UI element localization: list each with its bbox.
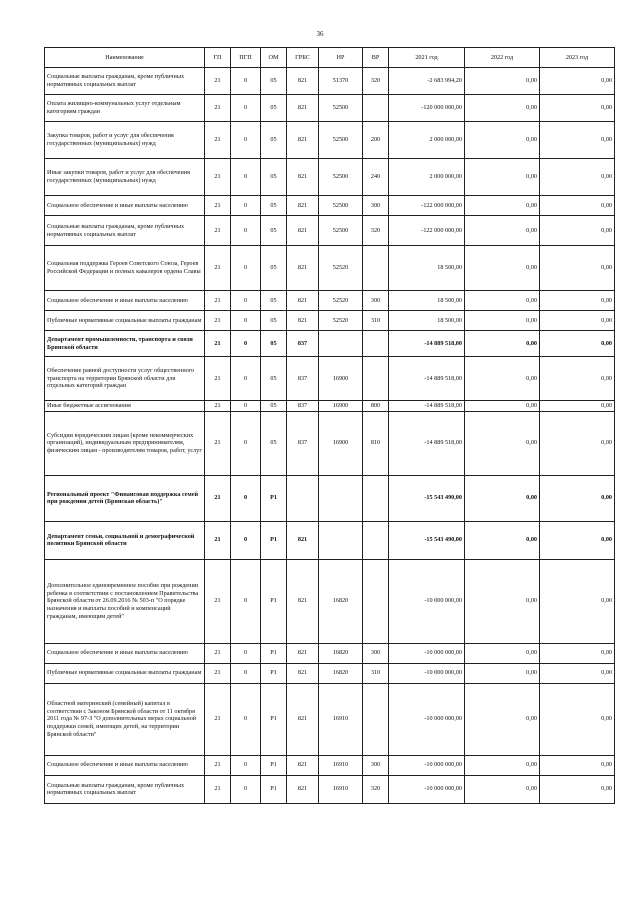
row-om: P1 (261, 755, 287, 775)
row-pgp: 0 (231, 401, 261, 412)
row-pgp: 0 (231, 291, 261, 311)
row-name: Социальные выплаты гражданам, кроме публичных нормативных социальных выплат (45, 68, 205, 95)
row-gp: 21 (205, 196, 231, 216)
table-row (45, 401, 615, 412)
table-row (45, 291, 615, 311)
row-2021: -15 543 490,00 (389, 521, 465, 559)
row-name: Публичные нормативные социальные выплаты гражданам (45, 663, 205, 683)
row-nr: 52520 (319, 291, 363, 311)
table-header-row (45, 48, 615, 68)
row-vr: 320 (363, 216, 389, 246)
row-2023: 0,00 (540, 683, 615, 755)
row-gp: 21 (205, 401, 231, 412)
row-pgp: 0 (231, 159, 261, 196)
row-om: P1 (261, 643, 287, 663)
row-name: Закупка товаров, работ и услуг для обеспечения государственных (муниципальных) нужд (45, 122, 205, 159)
row-gp: 21 (205, 357, 231, 401)
table-row (45, 755, 615, 775)
row-om: P1 (261, 521, 287, 559)
row-name: Социальное обеспечение и иные выплаты населению (45, 291, 205, 311)
row-grbs: 821 (287, 196, 319, 216)
row-vr (363, 246, 389, 291)
row-om: 05 (261, 311, 287, 331)
row-vr: 300 (363, 643, 389, 663)
row-grbs: 821 (287, 643, 319, 663)
row-2021: -10 000 000,00 (389, 643, 465, 663)
row-pgp: 0 (231, 643, 261, 663)
row-grbs: 821 (287, 755, 319, 775)
row-om: 05 (261, 68, 287, 95)
row-vr (363, 357, 389, 401)
row-nr: 52500 (319, 159, 363, 196)
row-pgp: 0 (231, 775, 261, 803)
row-grbs: 837 (287, 331, 319, 357)
header-name: Наименование (45, 48, 205, 68)
row-nr: 16910 (319, 683, 363, 755)
row-nr: 51370 (319, 68, 363, 95)
row-grbs: 821 (287, 311, 319, 331)
row-gp: 21 (205, 775, 231, 803)
row-pgp: 0 (231, 521, 261, 559)
row-vr: 300 (363, 755, 389, 775)
row-2022: 0,00 (465, 559, 540, 643)
table-row (45, 775, 615, 803)
row-2022: 0,00 (465, 663, 540, 683)
row-pgp: 0 (231, 246, 261, 291)
row-nr (319, 331, 363, 357)
row-pgp: 0 (231, 357, 261, 401)
row-2023: 0,00 (540, 196, 615, 216)
row-vr (363, 559, 389, 643)
table-row (45, 521, 615, 559)
table-row (45, 311, 615, 331)
table-row (45, 663, 615, 683)
row-vr: 320 (363, 775, 389, 803)
budget-table (44, 47, 615, 804)
row-nr: 52520 (319, 311, 363, 331)
row-nr: 16820 (319, 559, 363, 643)
row-pgp: 0 (231, 122, 261, 159)
page-number: 36 (316, 30, 324, 38)
table-row (45, 411, 615, 475)
table-row (45, 95, 615, 122)
row-2021: -10 000 000,00 (389, 755, 465, 775)
row-gp: 21 (205, 683, 231, 755)
row-nr: 16910 (319, 775, 363, 803)
table-row (45, 216, 615, 246)
row-2023: 0,00 (540, 775, 615, 803)
row-pgp: 0 (231, 475, 261, 521)
row-2022: 0,00 (465, 475, 540, 521)
row-grbs: 821 (287, 122, 319, 159)
row-nr: 52500 (319, 216, 363, 246)
row-2021: -14 889 518,00 (389, 401, 465, 412)
header-om: ОМ (261, 48, 287, 68)
row-gp: 21 (205, 411, 231, 475)
row-2021: -15 543 490,00 (389, 475, 465, 521)
row-2021: 2 000 000,00 (389, 159, 465, 196)
row-nr: 16820 (319, 643, 363, 663)
row-grbs: 821 (287, 95, 319, 122)
row-om: 05 (261, 331, 287, 357)
row-om: 05 (261, 196, 287, 216)
row-vr: 310 (363, 663, 389, 683)
row-2022: 0,00 (465, 683, 540, 755)
row-grbs: 821 (287, 216, 319, 246)
row-gp: 21 (205, 755, 231, 775)
row-2023: 0,00 (540, 643, 615, 663)
row-nr: 16900 (319, 357, 363, 401)
row-nr: 16900 (319, 401, 363, 412)
row-pgp: 0 (231, 683, 261, 755)
row-om: 05 (261, 357, 287, 401)
row-vr: 310 (363, 311, 389, 331)
row-2021: 18 500,00 (389, 291, 465, 311)
row-pgp: 0 (231, 411, 261, 475)
row-grbs: 821 (287, 159, 319, 196)
row-om: 05 (261, 216, 287, 246)
row-gp: 21 (205, 559, 231, 643)
row-2023: 0,00 (540, 521, 615, 559)
row-2021: -14 889 518,00 (389, 331, 465, 357)
row-nr (319, 521, 363, 559)
row-grbs: 821 (287, 559, 319, 643)
row-2022: 0,00 (465, 357, 540, 401)
row-pgp: 0 (231, 755, 261, 775)
row-2021: -10 000 000,00 (389, 775, 465, 803)
row-vr: 300 (363, 291, 389, 311)
row-2023: 0,00 (540, 755, 615, 775)
table-row (45, 683, 615, 755)
row-nr: 52520 (319, 246, 363, 291)
row-2021: 18 500,00 (389, 246, 465, 291)
row-2023: 0,00 (540, 122, 615, 159)
row-om: 05 (261, 95, 287, 122)
row-name: Социальные выплаты гражданам, кроме публичных нормативных социальных выплат (45, 216, 205, 246)
row-pgp: 0 (231, 95, 261, 122)
row-grbs (287, 475, 319, 521)
row-2021: -2 683 994,20 (389, 68, 465, 95)
row-2022: 0,00 (465, 122, 540, 159)
row-2022: 0,00 (465, 95, 540, 122)
row-2022: 0,00 (465, 411, 540, 475)
row-om: P1 (261, 775, 287, 803)
row-pgp: 0 (231, 68, 261, 95)
row-2021: -122 000 000,00 (389, 216, 465, 246)
row-2022: 0,00 (465, 401, 540, 412)
row-2022: 0,00 (465, 291, 540, 311)
row-2023: 0,00 (540, 95, 615, 122)
table-row (45, 122, 615, 159)
header-2021: 2021 год (389, 48, 465, 68)
row-gp: 21 (205, 475, 231, 521)
row-om: 05 (261, 246, 287, 291)
table-row (45, 246, 615, 291)
header-2023: 2023 год (540, 48, 615, 68)
row-2022: 0,00 (465, 311, 540, 331)
row-2023: 0,00 (540, 401, 615, 412)
table-row (45, 475, 615, 521)
row-2023: 0,00 (540, 475, 615, 521)
row-2023: 0,00 (540, 559, 615, 643)
row-gp: 21 (205, 246, 231, 291)
row-name: Дополнительное единовременное пособие при рождении ребенка в соответствии с постановлением Правительства Брянской области от 26.09.2016 № 503-п "О порядке назначения и выплаты пособий и компенсаций гражданам, имеющим детей" (45, 559, 205, 643)
row-2022: 0,00 (465, 68, 540, 95)
row-gp: 21 (205, 159, 231, 196)
table-row (45, 159, 615, 196)
row-2021: -122 000 000,00 (389, 196, 465, 216)
row-2022: 0,00 (465, 643, 540, 663)
row-2023: 0,00 (540, 68, 615, 95)
row-2021: 2 000 000,00 (389, 122, 465, 159)
row-2021: -14 889 518,00 (389, 411, 465, 475)
header-grbs: ГРБС (287, 48, 319, 68)
row-nr: 16820 (319, 663, 363, 683)
row-gp: 21 (205, 291, 231, 311)
row-2023: 0,00 (540, 663, 615, 683)
row-gp: 21 (205, 663, 231, 683)
row-name: Департамент семьи, социальной и демографической политики Брянской области (45, 521, 205, 559)
header-gp: ГП (205, 48, 231, 68)
row-2021: -10 000 000,00 (389, 559, 465, 643)
row-2023: 0,00 (540, 311, 615, 331)
row-gp: 21 (205, 122, 231, 159)
row-om: 05 (261, 401, 287, 412)
row-gp: 21 (205, 331, 231, 357)
row-grbs: 821 (287, 775, 319, 803)
row-pgp: 0 (231, 216, 261, 246)
row-om: P1 (261, 683, 287, 755)
row-2023: 0,00 (540, 246, 615, 291)
table-row (45, 357, 615, 401)
row-name: Публичные нормативные социальные выплаты гражданам (45, 311, 205, 331)
row-grbs: 821 (287, 246, 319, 291)
row-2022: 0,00 (465, 196, 540, 216)
row-nr: 52500 (319, 122, 363, 159)
row-gp: 21 (205, 95, 231, 122)
row-2021: -14 889 518,00 (389, 357, 465, 401)
row-name: Иные бюджетные ассигнования (45, 401, 205, 412)
row-name: Оплата жилищно-коммунальных услуг отдельным категориям граждан (45, 95, 205, 122)
row-vr: 200 (363, 122, 389, 159)
header-nr: НР (319, 48, 363, 68)
row-om: P1 (261, 663, 287, 683)
row-nr: 52500 (319, 95, 363, 122)
row-2023: 0,00 (540, 216, 615, 246)
row-2023: 0,00 (540, 357, 615, 401)
row-gp: 21 (205, 216, 231, 246)
row-2022: 0,00 (465, 775, 540, 803)
row-grbs: 821 (287, 663, 319, 683)
row-2023: 0,00 (540, 331, 615, 357)
row-grbs: 837 (287, 357, 319, 401)
row-2022: 0,00 (465, 331, 540, 357)
row-2023: 0,00 (540, 159, 615, 196)
row-2023: 0,00 (540, 411, 615, 475)
row-om: 05 (261, 411, 287, 475)
row-name: Департамент промышленности, транспорта и связи Брянской области (45, 331, 205, 357)
row-grbs: 837 (287, 401, 319, 412)
row-2021: -120 000 000,00 (389, 95, 465, 122)
row-nr: 16900 (319, 411, 363, 475)
row-name: Обеспечение равной доступности услуг общественного транспорта на территории Брянской области для отдельных категорий граждан (45, 357, 205, 401)
row-grbs: 837 (287, 411, 319, 475)
row-nr (319, 475, 363, 521)
table-row (45, 68, 615, 95)
row-pgp: 0 (231, 663, 261, 683)
row-vr (363, 95, 389, 122)
row-2022: 0,00 (465, 216, 540, 246)
header-vr: ВР (363, 48, 389, 68)
row-name: Субсидии юридическим лицам (кроме некоммерческих организаций), индивидуальным предпринимателям, физическим лицам - производителям товаров, работ, услуг (45, 411, 205, 475)
row-pgp: 0 (231, 311, 261, 331)
row-grbs: 821 (287, 68, 319, 95)
row-pgp: 0 (231, 559, 261, 643)
row-vr (363, 683, 389, 755)
row-pgp: 0 (231, 331, 261, 357)
row-vr: 800 (363, 401, 389, 412)
row-vr (363, 521, 389, 559)
row-grbs: 821 (287, 521, 319, 559)
row-gp: 21 (205, 311, 231, 331)
row-om: 05 (261, 122, 287, 159)
row-nr: 52500 (319, 196, 363, 216)
row-vr: 300 (363, 196, 389, 216)
row-nr: 16910 (319, 755, 363, 775)
table-row (45, 643, 615, 663)
table-row (45, 559, 615, 643)
row-2023: 0,00 (540, 291, 615, 311)
row-name: Социальные выплаты гражданам, кроме публичных нормативных социальных выплат (45, 775, 205, 803)
row-2021: -10 000 000,00 (389, 663, 465, 683)
row-name: Региональный проект "Финансовая поддержка семей при рождении детей (Брянская область)" (45, 475, 205, 521)
header-pgp: ПГП (231, 48, 261, 68)
row-vr (363, 331, 389, 357)
table-row (45, 196, 615, 216)
row-om: P1 (261, 559, 287, 643)
row-grbs: 821 (287, 291, 319, 311)
row-name: Социальное обеспечение и иные выплаты населению (45, 755, 205, 775)
row-gp: 21 (205, 68, 231, 95)
row-om: P1 (261, 475, 287, 521)
row-2021: 18 500,00 (389, 311, 465, 331)
row-2022: 0,00 (465, 755, 540, 775)
row-name: Социальное обеспечение и иные выплаты населению (45, 643, 205, 663)
row-name: Областной материнский (семейный) капитал в соответствии с Законом Брянской области от 11 октября 2011 года № 97-З "О дополнительных мерах социальной поддержки семей, имеющих детей, на территории Брянской области" (45, 683, 205, 755)
row-2022: 0,00 (465, 159, 540, 196)
row-vr: 810 (363, 411, 389, 475)
row-vr (363, 475, 389, 521)
row-om: 05 (261, 159, 287, 196)
row-name: Социальное обеспечение и иные выплаты населению (45, 196, 205, 216)
row-grbs: 821 (287, 683, 319, 755)
row-vr: 320 (363, 68, 389, 95)
row-om: 05 (261, 291, 287, 311)
row-pgp: 0 (231, 196, 261, 216)
row-2022: 0,00 (465, 521, 540, 559)
header-2022: 2022 год (465, 48, 540, 68)
row-name: Социальная поддержка Героев Советского Союза, Героев Российской Федерации и полных кавалеров ордена Славы (45, 246, 205, 291)
row-2022: 0,00 (465, 246, 540, 291)
row-name: Иные закупки товаров, работ и услуг для обеспечения государственных (муниципальных) нужд (45, 159, 205, 196)
row-gp: 21 (205, 521, 231, 559)
table-row (45, 331, 615, 357)
row-2021: -10 000 000,00 (389, 683, 465, 755)
row-gp: 21 (205, 643, 231, 663)
row-vr: 240 (363, 159, 389, 196)
